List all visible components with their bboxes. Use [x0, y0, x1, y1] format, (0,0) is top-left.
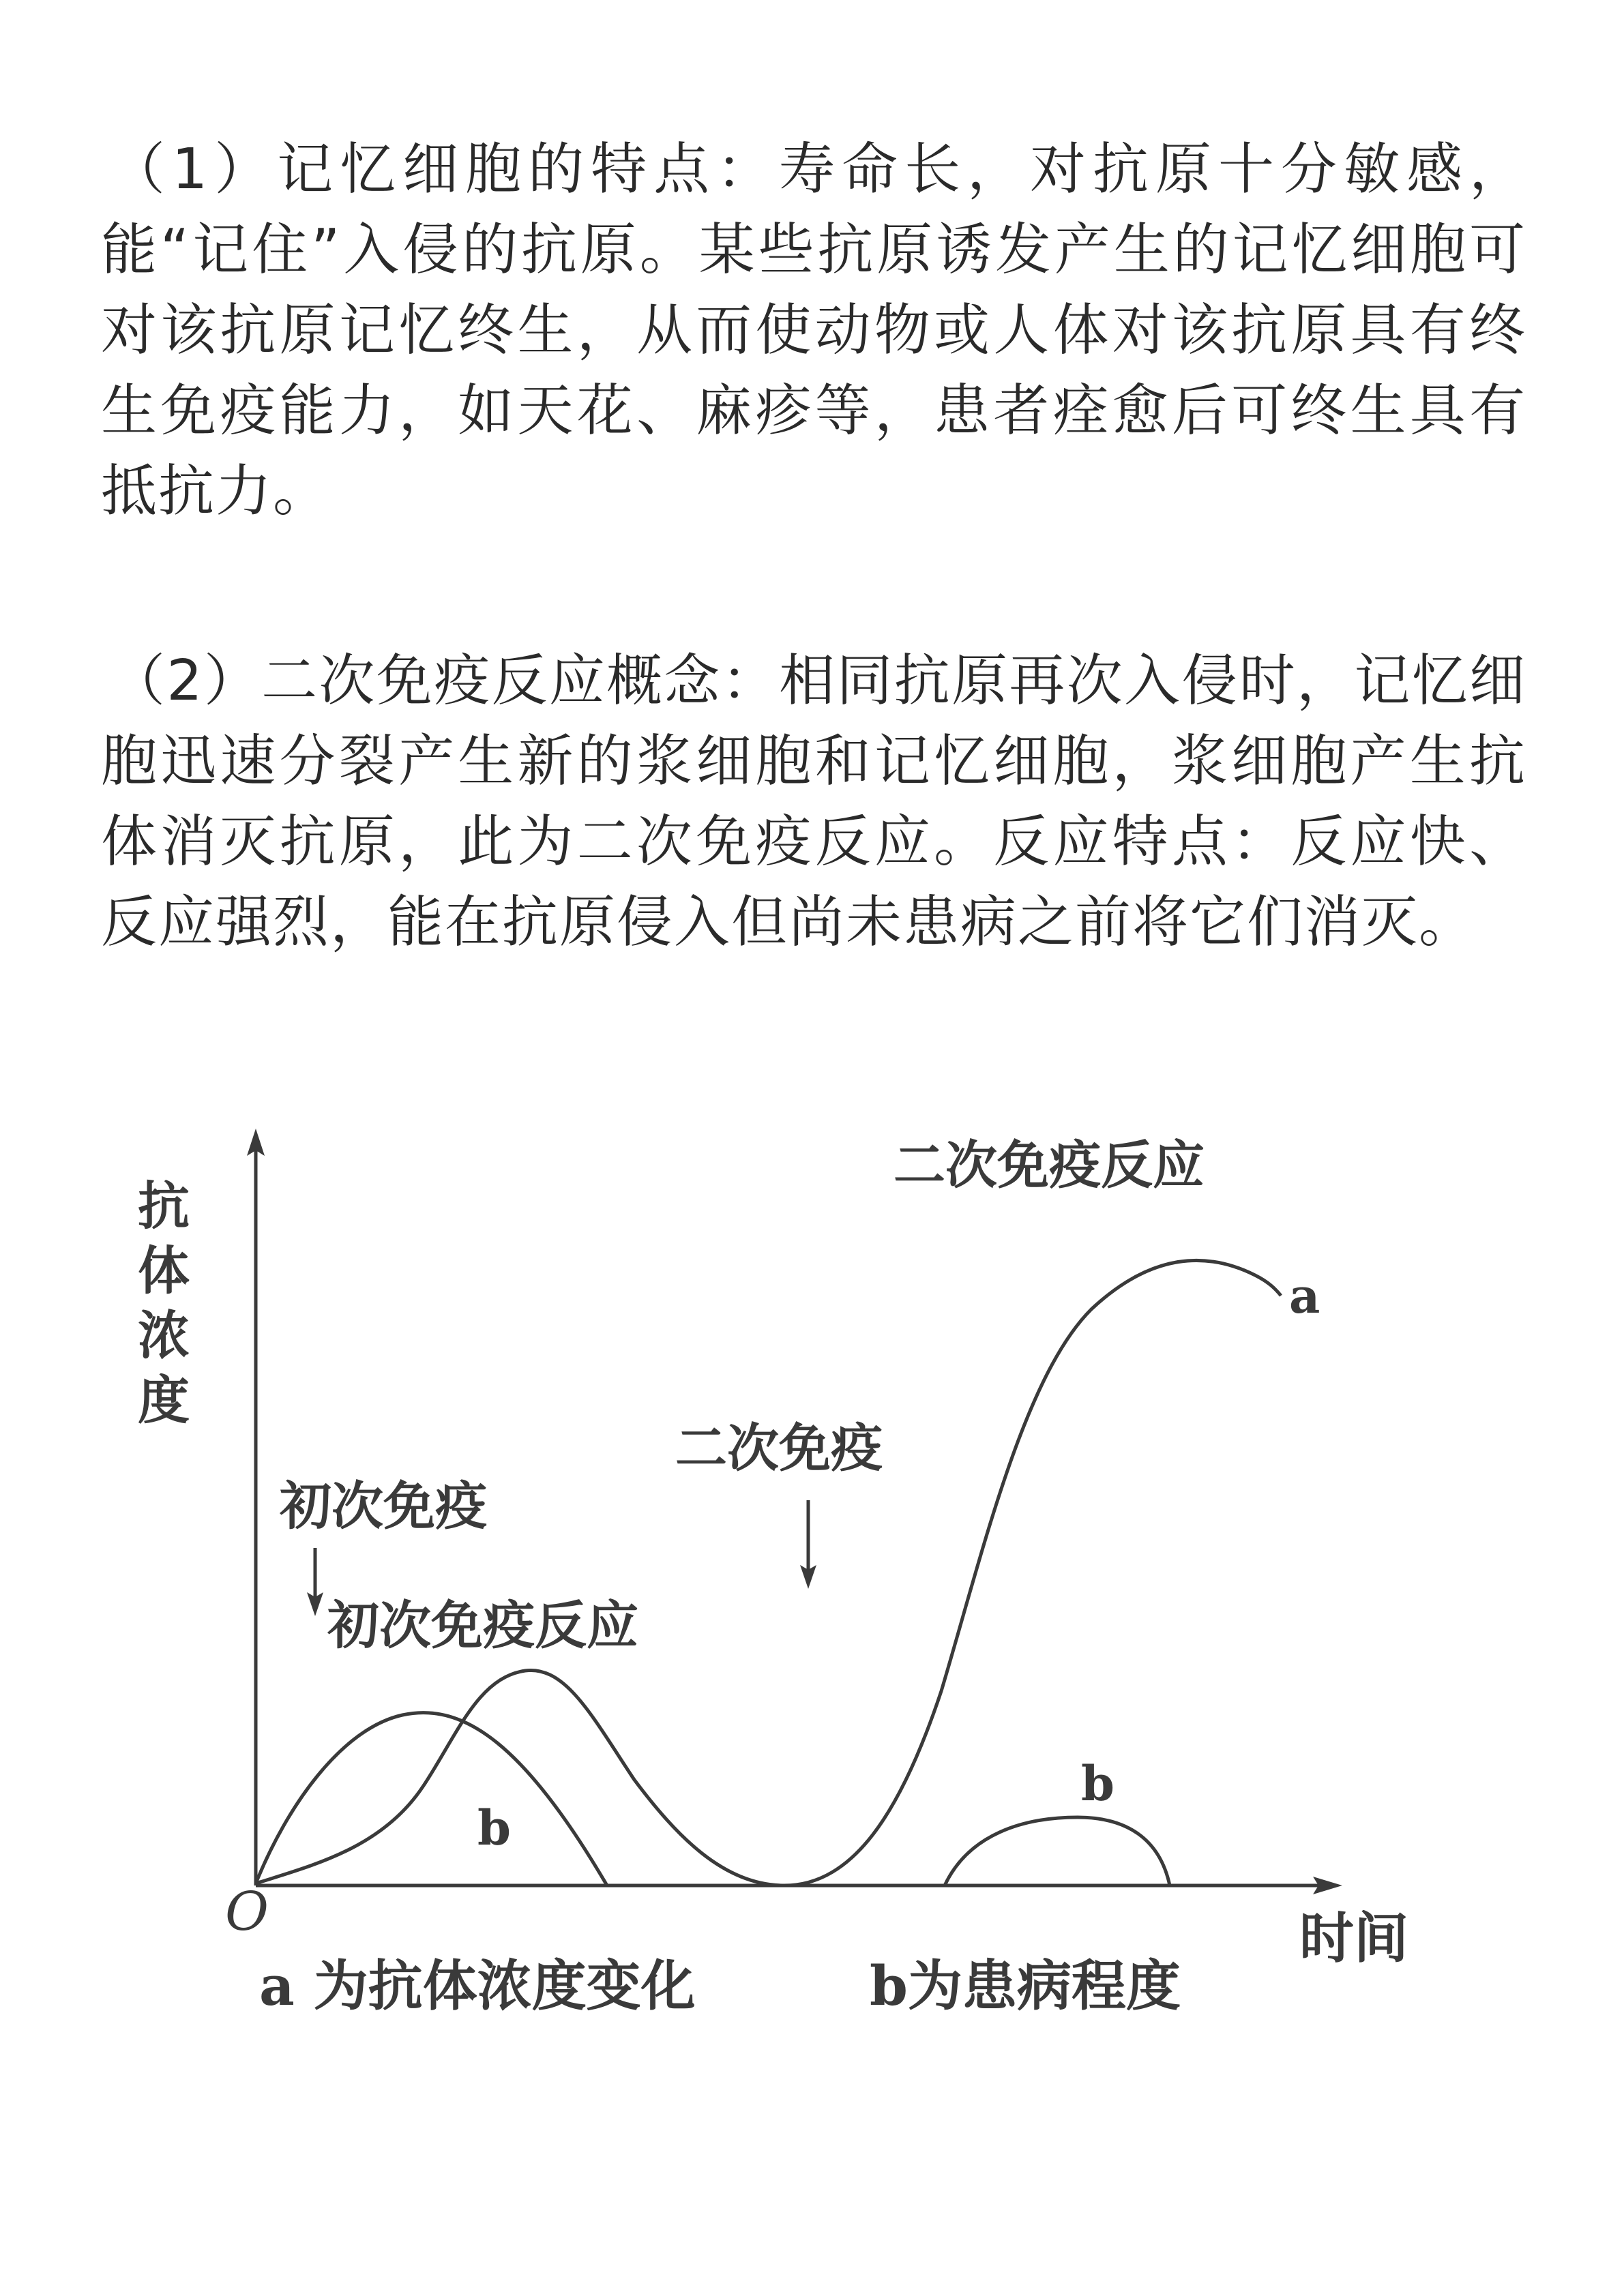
- immune-response-diagram: [0, 1091, 1624, 2046]
- secondary-response-label: 二次免疫反应: [894, 1135, 1205, 1195]
- primary-response-label: 初次免疫反应: [327, 1595, 638, 1656]
- x-axis-label: 时间: [1299, 1906, 1408, 1970]
- curve-b-disease-second: [945, 1817, 1170, 1885]
- paragraph-secondary-response: （2）二次免疫反应概念：相同抗原再次入侵时，记忆细胞迅速分裂产生新的浆细胞和记忆细胞，浆细胞产生抗体消灭抗原，此为二次免疫反应。反应特点：反应快、反应强烈，能在抗原侵入但尚未患病之前将它们消灭。: [101, 648, 1526, 955]
- y-axis-label-char-1: 抗: [138, 1176, 190, 1236]
- caption-curve-b: b为患病程度: [870, 1954, 1181, 2018]
- origin-label: O: [225, 1881, 269, 1943]
- curve-b-label-first: b: [477, 1800, 511, 1856]
- paragraph-memory-cells: （1）记忆细胞的特点：寿命长，对抗原十分敏感，能“记住”入侵的抗原。某些抗原诱发产生的记忆细胞可对该抗原记忆终生，从而使动物或人体对该抗原具有终生免疫能力，如天花、麻疹等，患者痊愈后可终生具有抵抗力。: [101, 137, 1526, 524]
- y-axis-label-char-2: 体: [138, 1240, 190, 1301]
- secondary-immunization-label: 二次免疫: [675, 1418, 883, 1478]
- y-axis-label-char-4: 度: [138, 1370, 190, 1431]
- immune-response-figure: [0, 1091, 1624, 2046]
- curve-a-label: a: [1289, 1268, 1320, 1324]
- curve-b-label-second: b: [1081, 1755, 1114, 1812]
- curve-b-disease-first: [256, 1713, 607, 1885]
- primary-immunization-label: 初次免疫: [280, 1476, 487, 1536]
- caption-curve-a: a 为抗体浓度变化: [259, 1954, 696, 2018]
- curve-a-antibody: [256, 1260, 1281, 1885]
- y-axis-label-char-3: 浓: [138, 1305, 190, 1366]
